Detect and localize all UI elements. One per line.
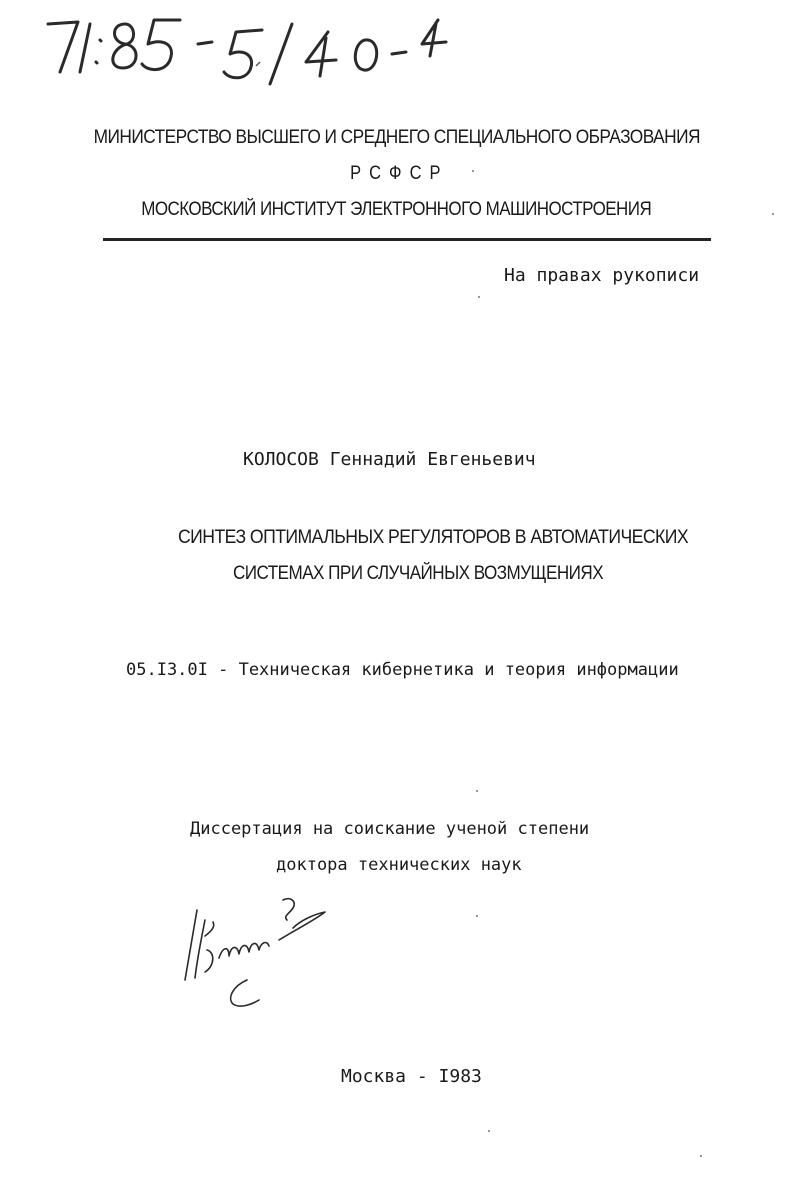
specialty-line: 05.I3.0I - Техническая кибернетика и теория информации — [126, 660, 679, 680]
institute-line: МОСКОВСКИЙ ИНСТИТУТ ЭЛЕКТРОННОГО МАШИНОСТРОЕНИЯ — [141, 199, 652, 220]
scan-speck — [478, 296, 480, 298]
republic-line: Р С Ф С Р — [350, 163, 443, 184]
scan-speck — [700, 1155, 702, 1157]
title-line-2: СИСТЕМАХ ПРИ СЛУЧАЙНЫХ ВОЗМУЩЕНИЯХ — [233, 563, 604, 584]
scan-speck — [476, 915, 478, 917]
signature — [175, 880, 345, 1020]
dissertation-line-1: Диссертация на соискание ученой степени — [190, 819, 590, 839]
ministry-line: МИНИСТЕРСТВО ВЫСШЕГО И СРЕДНЕГО СПЕЦИАЛЬНОГО ОБРАЗОВАНИЯ — [93, 127, 700, 148]
title-line-1: СИНТЕЗ ОПТИМАЛЬНЫХ РЕГУЛЯТОРОВ В АВТОМАТИЧЕСКИХ — [178, 527, 689, 548]
dissertation-line-2: доктора технических наук — [276, 855, 522, 875]
scan-speck — [472, 170, 474, 172]
manuscript-note: На правах рукописи — [504, 265, 700, 286]
scan-speck — [772, 213, 774, 215]
scan-speck — [476, 790, 478, 792]
header-rule — [103, 238, 711, 241]
handwritten-catalog-code — [30, 2, 490, 102]
scan-speck — [488, 1130, 490, 1132]
place-year: Москва - I983 — [341, 1066, 482, 1087]
author-name: КОЛОСОВ Геннадий Евгеньевич — [243, 449, 536, 470]
